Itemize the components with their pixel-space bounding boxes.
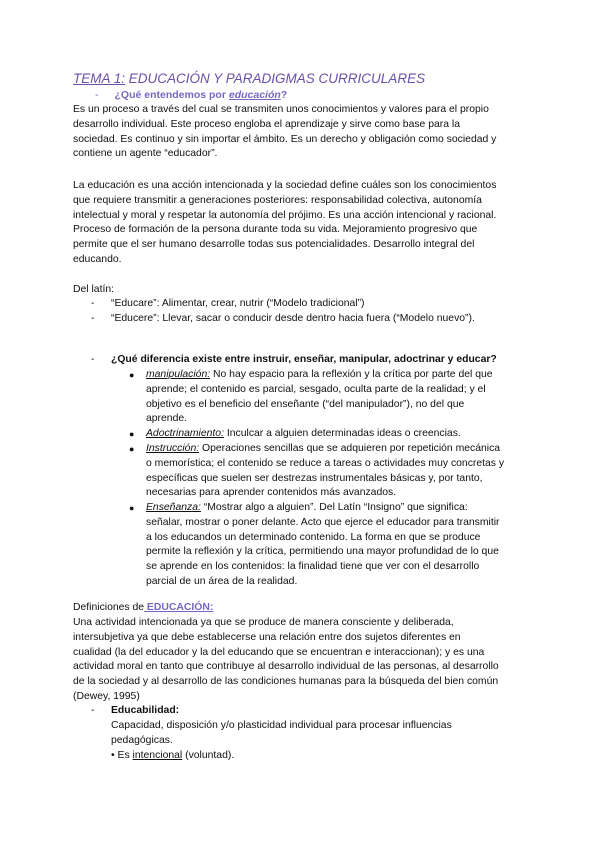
list-dash: - xyxy=(91,354,95,365)
subitem-prefix: • Es xyxy=(111,750,133,761)
bullet-instruccion xyxy=(146,442,546,501)
subtitle-keyword: educación xyxy=(228,89,281,101)
definitions-heading xyxy=(73,602,213,613)
text-line: intelectual y moral y respetar la autonomía del prójimo. Es una acción intencional y racional. xyxy=(73,209,497,221)
text-line: permite la reflexión y la crítica, permitiendo una mayor profundidad de lo que xyxy=(146,546,499,558)
text-line: desarrollo individual. Este proceso engloba el aprendizaje y sirve como base para la xyxy=(73,118,460,130)
title-prefix: TEMA 1: xyxy=(73,71,126,86)
list-dash: - xyxy=(91,298,95,309)
text-line: señalar, mostrar o poner delante. Acto que ejerce el educador para transmitir xyxy=(146,516,500,528)
paragraph-2 xyxy=(73,179,533,268)
term: Instrucción: xyxy=(146,443,200,454)
text-line: permite que el ser humano desarrolle todas sus potencialidades. Desarrollo integral del xyxy=(73,239,475,251)
text-line: educando. xyxy=(73,253,122,265)
text-line: se aprende en los contenidos: la finalidad tiene que ver con el desarrollo xyxy=(146,561,480,573)
bullet-icon: ● xyxy=(129,444,135,454)
bullet-icon: ● xyxy=(129,503,135,513)
text-line: actividad moral en tanto que contribuye al desarrollo individual de las personas, al desarrollo xyxy=(73,661,499,673)
subtitle-end: ? xyxy=(280,89,288,101)
term: Enseñanza: xyxy=(146,502,201,513)
text-line: Una actividad intencionada ya que se produce de manera consciente y deliberada, xyxy=(73,617,454,628)
term: manipulación: xyxy=(146,369,211,380)
text-line: que requiere transmitir a generaciones posteriores: responsabilidad colectiva, autonomía xyxy=(73,194,482,206)
page-title xyxy=(73,71,425,86)
educabilidad-subitem xyxy=(111,749,234,764)
text-line: “Mostrar algo a alguien”. Del Latín “Insigno” que significa: xyxy=(200,502,468,513)
list-dash: - xyxy=(91,313,95,324)
subitem-term: intencional xyxy=(132,750,183,761)
list-dash: - xyxy=(91,705,95,716)
bullet-manipulacion xyxy=(146,368,546,427)
definitions-keyword: EDUCACIÓN: xyxy=(144,602,214,613)
definitions-label: Definiciones de xyxy=(73,602,145,613)
text-line: de la sociedad y al desarrollo de las condiciones humanas para la búsqueda del bien común xyxy=(73,676,499,688)
definition-paragraph xyxy=(73,616,543,705)
text-line: cualidad (la del educador y la del educando que se encuentran e interaccionan); y es una xyxy=(73,646,485,658)
subtitle-text: ¿Qué entendemos por xyxy=(114,89,229,101)
subtitle-dash: - xyxy=(95,89,99,101)
bullet-icon: ● xyxy=(129,370,135,380)
question-heading: ¿Qué diferencia existe entre instruir, enseñar, manipular, adoctrinar y educar? xyxy=(111,354,497,365)
text-line: aprende. xyxy=(146,413,188,425)
title-rest: EDUCACIÓN Y PARADIGMAS CURRICULARES xyxy=(125,71,426,86)
paragraph-1 xyxy=(73,103,533,162)
educabilidad-heading: Educabilidad: xyxy=(111,705,180,716)
subitem-suffix: (voluntad). xyxy=(182,750,235,761)
bullet-icon: ● xyxy=(129,429,135,439)
bullet-adoctrinamiento xyxy=(146,427,546,442)
text-line: Capacidad, disposición y/o plasticidad individual para procesar influencias xyxy=(111,720,452,731)
text-line: (Dewey, 1995) xyxy=(73,690,140,702)
text-line: a los educandos un determinado contenido. La forma en que se produce xyxy=(146,531,481,543)
latin-item-educare: “Educare”: Alimentar, crear, nutrir (“Modelo tradicional”) xyxy=(111,298,365,309)
text-line: objetivo es el beneficio del enseñante (“del manipulador”), no del que xyxy=(146,398,465,410)
text-line: intersubjetiva ya que debe establecerse una relación entre dos sujetos diferentes en xyxy=(73,631,461,643)
text-line: parcial de un área de la realidad. xyxy=(146,575,298,587)
text-line: contiene un agente “educador”. xyxy=(73,148,218,160)
text-line: aprende; el contenido es parcial, sesgado, oculta parte de la realidad; y el xyxy=(146,383,486,395)
text-line: específicas que suelen ser destrezas instrumentales básicas y, por tanto, xyxy=(146,472,483,484)
text-line: Proceso de formación de la persona durante toda su vida. Mejoramiento progresivo que xyxy=(73,224,478,236)
text-line: La educación es una acción intencionada y la sociedad define cuáles son los conocimientos xyxy=(73,180,497,191)
subtitle xyxy=(95,89,287,101)
text-line: Operaciones sencillas que se adquieren por repetición mecánica xyxy=(199,443,501,454)
text-line: pedagógicas. xyxy=(111,735,173,746)
text-line: sociedad. Es continuo y sin importar el ámbito. Es un derecho y obligación como sociedad y xyxy=(73,133,497,145)
latin-item-educere: “Educere”: Llevar, sacar o conducir desde dentro hacia fuera (“Modelo nuevo”). xyxy=(111,313,475,324)
text-line: o memorística; el contenido se reduce a tareas o actividades muy concretas y xyxy=(146,457,505,469)
latin-intro: Del latín: xyxy=(73,284,115,295)
bullet-ensenanza xyxy=(146,501,546,590)
text-line: No hay espacio para la reflexión y la crítica por parte del que xyxy=(210,369,493,380)
text-line: necesarias para aprender contenidos más avanzados. xyxy=(146,487,397,499)
term: Adoctrinamiento: xyxy=(146,428,224,439)
text-line: Es un proceso a través del cual se transmiten unos conocimientos y valores para el propio xyxy=(73,104,489,115)
text-line: Inculcar a alguien determinadas ideas o creencias. xyxy=(223,428,461,439)
